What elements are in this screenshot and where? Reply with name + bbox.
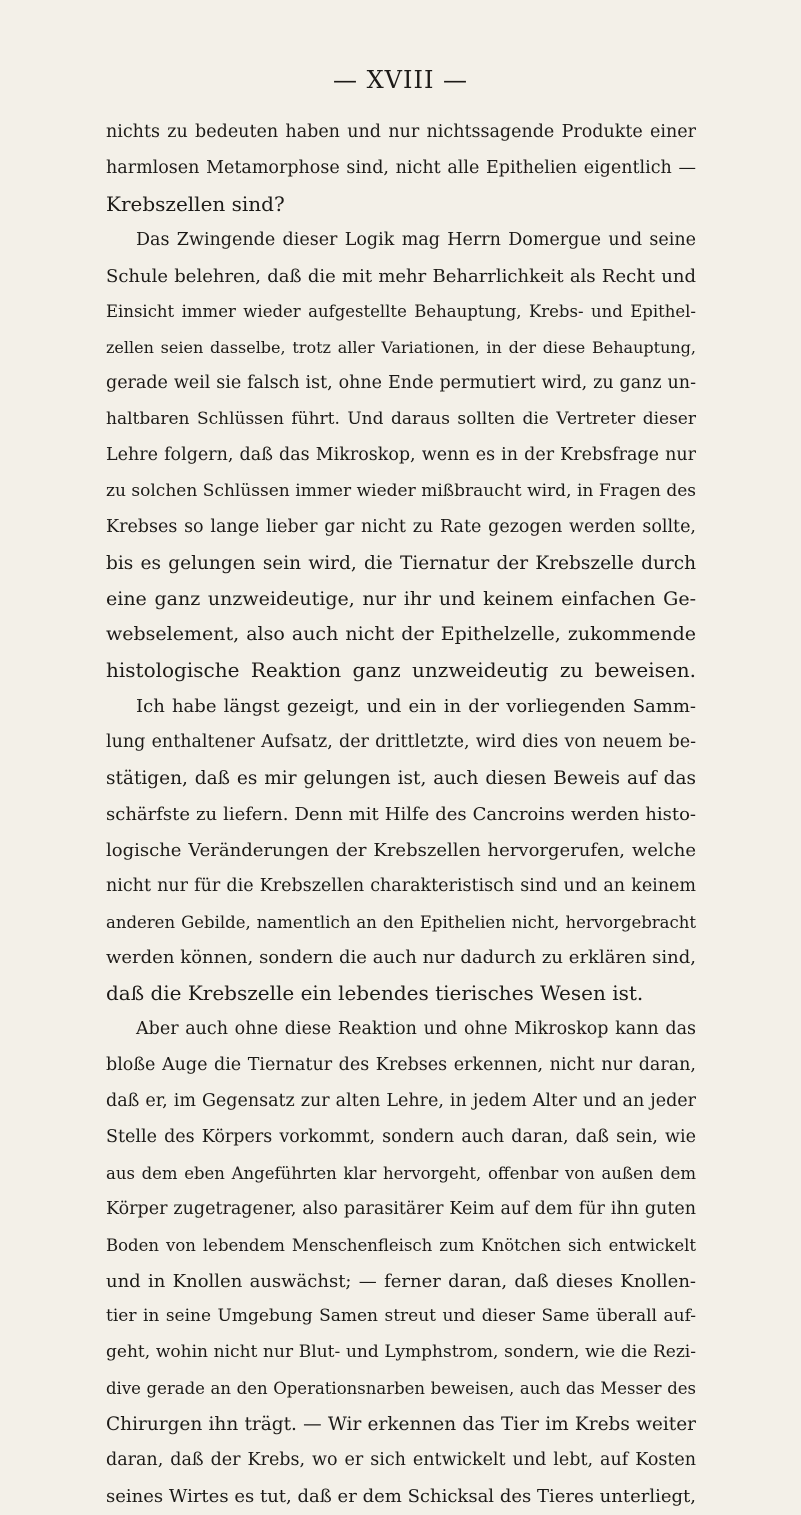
text-line: Krebszellen sind?: [106, 191, 285, 216]
text-line: nicht nur für die Krebszellen charakteristisch sind und an keinem: [106, 875, 696, 896]
text-line: daß die Krebszelle ein lebendes tierisches Wesen ist.: [106, 981, 644, 1006]
text-line: Schule belehren, daß die mit mehr Beharrlichkeit als Recht und: [106, 265, 696, 287]
text-line: Ich habe längst gezeigt, und ein in der vorliegenden Samm-: [136, 696, 696, 718]
text-line: seines Wirtes es tut, daß er dem Schicksal des Tieres unterliegt,: [106, 1485, 696, 1507]
text-line: Boden von lebendem Menschenfleisch zum Knötchen sich entwickelt: [106, 1235, 696, 1255]
text-line: webselement, also auch nicht der Epithelzelle, zukommende: [106, 623, 696, 646]
text-line: gerade weil sie falsch ist, ohne Ende permutiert wird, zu ganz un-: [106, 373, 696, 394]
text-line: bis es gelungen sein wird, die Tiernatur der Krebszelle durch: [106, 552, 696, 574]
text-line: anderen Gebilde, namentlich an den Epithelien nicht, hervorgebracht: [106, 912, 696, 932]
text-line: nichts zu bedeuten haben und nur nichtssagende Produkte einer: [106, 122, 696, 142]
text-line: eine ganz unzweideutige, nur ihr und keinem einfachen Ge-: [106, 587, 696, 610]
text-line: aus dem eben Angeführten klar hervorgeht, offenbar von außen dem: [106, 1163, 696, 1183]
text-line: logische Veränderungen der Krebszellen hervorgerufen, welche: [106, 839, 696, 861]
text-line: bloße Auge die Tiernatur des Krebses erkennen, nicht nur daran,: [106, 1055, 696, 1076]
text-line: zellen seien dasselbe, trotz aller Variationen, in der diese Behauptung,: [106, 338, 696, 358]
text-line: Körper zugetragener, also parasitärer Keim auf dem für ihn guten: [106, 1198, 696, 1219]
text-line: Chirurgen ihn trägt. — Wir erkennen das Tier im Krebs weiter: [106, 1414, 696, 1436]
text-line: tier in seine Umgebung Samen streut und dieser Same überall auf-: [106, 1306, 696, 1327]
text-line: Aber auch ohne diese Reaktion und ohne Mikroskop kann das: [136, 1019, 696, 1040]
text-line: harmlosen Metamorphose sind, nicht alle Epithelien eigentlich —: [106, 157, 696, 178]
text-line: schärfste zu liefern. Denn mit Hilfe des Cancroins werden histo-: [106, 803, 696, 825]
text-line: stätigen, daß es mir gelungen ist, auch diesen Beweis auf das: [106, 768, 696, 790]
text-line: daß er, im Gegensatz zur alten Lehre, in jedem Alter und an jeder: [106, 1091, 696, 1112]
text-line: dive gerade an den Operationsnarben beweisen, auch das Messer des: [106, 1379, 696, 1399]
page-number-header: — XVIII —: [332, 66, 469, 94]
text-line: Das Zwingende dieser Logik mag Herrn Domergue und seine: [136, 229, 696, 250]
text-line: Stelle des Körpers vorkommt, sondern auch daran, daß sein, wie: [106, 1126, 696, 1147]
text-line: haltbaren Schlüssen führt. Und daraus sollten die Vertreter dieser: [106, 409, 696, 430]
text-line: und in Knollen auswächst; — ferner daran, daß dieses Knollen-: [106, 1270, 696, 1292]
body-text: [106, 115, 696, 1515]
text-line: Lehre folgern, daß das Mikroskop, wenn es in der Krebsfrage nur: [106, 445, 696, 466]
text-line: lung enthaltener Aufsatz, der drittletzte, wird dies von neuem be-: [106, 732, 696, 753]
text-line: Einsicht immer wieder aufgestellte Behauptung, Krebs- und Epithel-: [106, 302, 696, 322]
text-line: Krebses so lange lieber gar nicht zu Rate gezogen werden sollte,: [106, 516, 696, 537]
text-line: geht, wohin nicht nur Blut- und Lymphstrom, sondern, wie die Rezi-: [106, 1342, 696, 1363]
text-line: zu solchen Schlüssen immer wieder mißbraucht wird, in Fragen des: [106, 480, 696, 501]
text-line: daran, daß der Krebs, wo er sich entwickelt und lebt, auf Kosten: [106, 1449, 696, 1470]
text-line: werden können, sondern die auch nur dadurch zu erklären sind,: [106, 947, 696, 969]
text-line: histologische Reaktion ganz unzweideutig zu beweisen.: [106, 658, 696, 683]
